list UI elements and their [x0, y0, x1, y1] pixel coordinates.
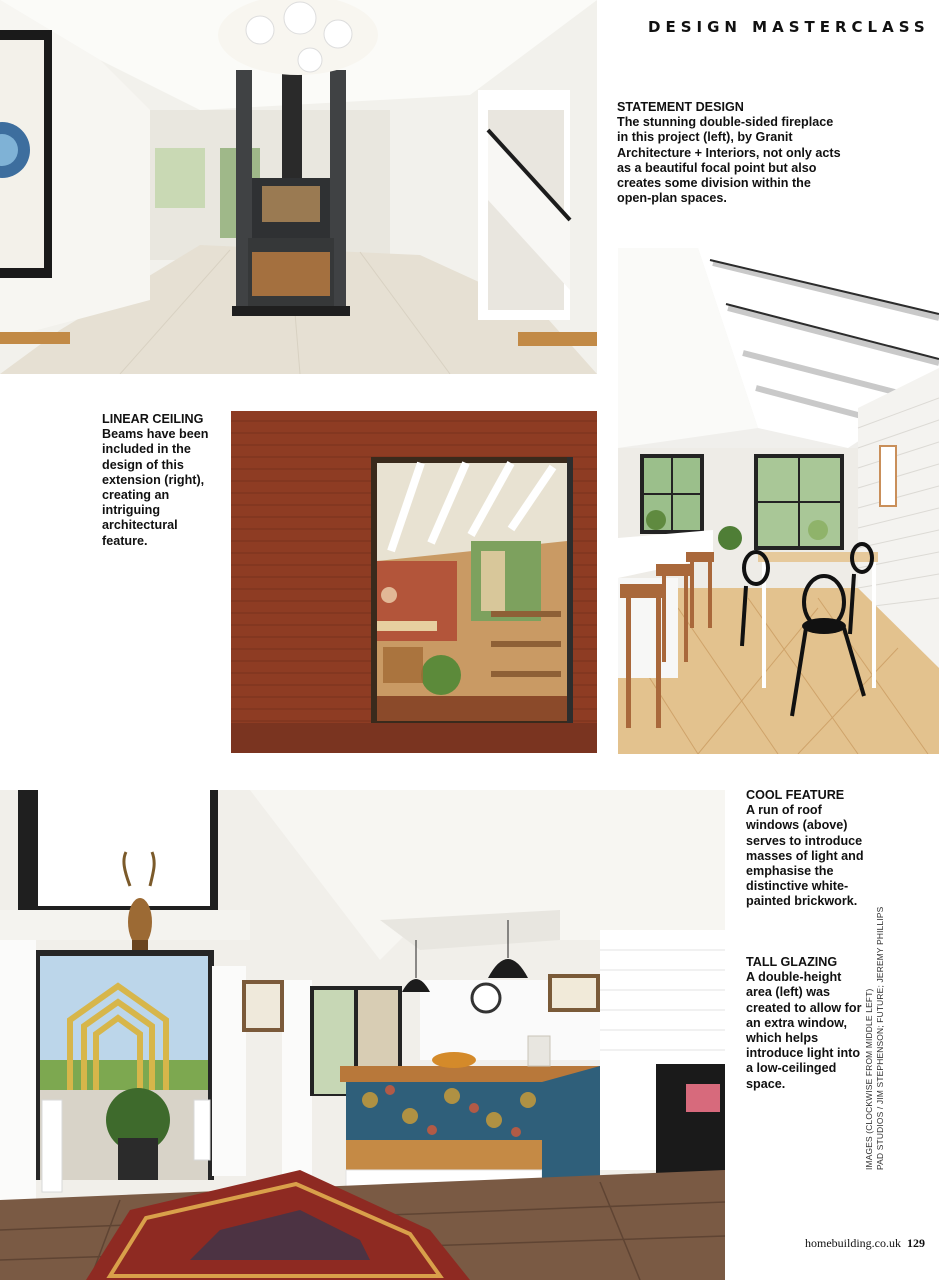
credit-line: IMAGES (CLOCKWISE FROM MIDDLE LEFT)	[864, 988, 874, 1170]
caption-heading: COOL FEATURE	[746, 788, 845, 802]
brick-extension-photo	[231, 411, 597, 753]
caption-linear-ceiling	[102, 412, 210, 549]
caption-heading: TALL GLAZING	[746, 955, 838, 969]
image-credits	[864, 907, 886, 1170]
roof-windows-photo	[618, 248, 939, 754]
caption-body: Beams have been included in the design of this extension (right), creating an intriguing architectural feature.	[102, 427, 209, 548]
caption-body: The stunning double-sided fireplace in this project (left), by Granit Architecture + Interiors, not only acts as a beautiful focal point but also creates some division within the open-plan spaces.	[617, 115, 841, 206]
section-title: DESIGN MASTERCLASS	[648, 18, 930, 36]
caption-heading: LINEAR CEILING	[102, 412, 204, 426]
page-number: 129	[907, 1236, 925, 1250]
page-footer	[805, 1236, 925, 1251]
credit-line: PAD STUDIOS / JIM STEPHENSON; FUTURE; JEREMY PHILLIPS	[875, 906, 885, 1170]
caption-heading: STATEMENT DESIGN	[617, 100, 744, 114]
double-height-kitchen-photo	[0, 790, 725, 1280]
caption-body: A run of roof windows (above) serves to introduce masses of light and emphasise the distinctive white-painted brickwork.	[746, 803, 864, 909]
caption-body: A double-height area (left) was created to allow for an extra window, which helps introduce light into a low-ceilinged space.	[746, 970, 862, 1091]
caption-statement-design	[617, 100, 845, 206]
fireplace-photo	[0, 0, 597, 374]
footer-site-link[interactable]: homebuilding.co.uk	[805, 1236, 901, 1250]
caption-tall-glazing	[746, 955, 868, 1092]
caption-cool-feature	[746, 788, 868, 910]
